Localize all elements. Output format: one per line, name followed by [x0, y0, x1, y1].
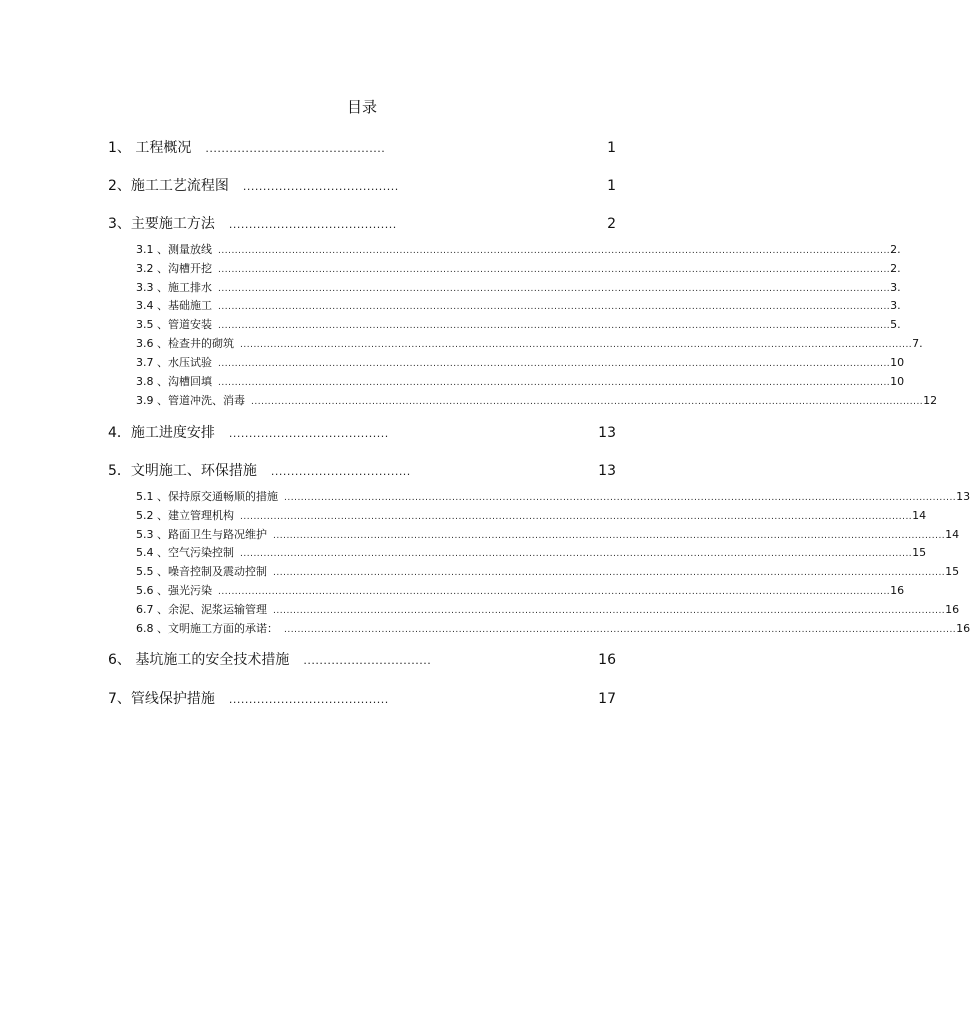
toc-page-number: 1 — [607, 140, 616, 156]
toc-entry-label: 5.6 、强光污染 — [136, 584, 212, 597]
toc-entry — [108, 650, 616, 671]
toc-leader-dots: ........................................................................................................................................................................................................ — [251, 397, 924, 407]
toc-subentry — [136, 564, 960, 581]
toc-entry-label: 3.3 、施工排水 — [136, 281, 212, 294]
toc-page-number: 2. — [890, 243, 901, 256]
toc-subentry — [136, 317, 901, 334]
toc-subentry — [136, 489, 970, 506]
toc-page-number: 10 — [890, 375, 905, 388]
toc-entry — [108, 214, 616, 235]
toc-leader-dots: .......................................... — [228, 218, 397, 231]
toc-subentry — [136, 583, 905, 600]
toc-leader-dots: ........................................................................................................................................................................................................ — [218, 359, 891, 369]
toc-subentry — [136, 508, 927, 525]
toc-leader-dots: ........................................................................................................................................................................................................ — [218, 265, 891, 275]
toc-page-number: 2 — [607, 216, 616, 232]
toc-page-number: 15 — [945, 565, 960, 578]
toc-page-number: 17 — [598, 691, 616, 707]
toc-page-number: 14 — [945, 528, 960, 541]
toc-entry-label: 4．施工进度安排 — [108, 425, 215, 441]
toc-entry-label: 6.7 、余泥、泥浆运输管理 — [136, 603, 267, 616]
toc-subentry — [136, 602, 960, 619]
toc-entry-label: 3、主要施工方法 — [108, 216, 215, 232]
toc-entry — [108, 176, 616, 197]
toc-page-number: 13 — [956, 490, 970, 503]
toc-page-number: 13 — [598, 425, 616, 441]
toc-leader-dots: ........................................................................................................................................................................................................ — [273, 568, 946, 578]
toc-subentry — [136, 621, 970, 638]
toc-leader-dots: ........................................ — [228, 427, 389, 440]
toc-leader-dots: ........................................................................................................................................................................................................ — [218, 302, 891, 312]
toc-page-number: 13 — [598, 463, 616, 479]
toc-page-number: 3. — [890, 299, 901, 312]
toc-entry-label: 5.2 、建立管理机构 — [136, 509, 234, 522]
toc-entry-label: 7、管线保护措施 — [108, 691, 215, 707]
toc-page-number: 16 — [890, 584, 905, 597]
toc-entry — [108, 461, 616, 482]
toc-entry-label: 5.5 、噪音控制及震动控制 — [136, 565, 267, 578]
toc-entry-label: 3.9 、管道冲洗、消毒 — [136, 394, 245, 407]
toc-subentry — [136, 393, 938, 410]
toc-entry-label: 3.6 、检查井的砌筑 — [136, 337, 234, 350]
toc-subentry — [136, 242, 901, 259]
toc-title: 目录 — [346, 98, 377, 116]
toc-entry-label: 3.5 、管道安装 — [136, 318, 212, 331]
toc-entry-label: 3.1 、测量放线 — [136, 243, 212, 256]
toc-entry-label: 3.4 、基础施工 — [136, 299, 212, 312]
toc-page-number: 7. — [912, 337, 923, 350]
toc-entry — [108, 689, 616, 710]
toc-leader-dots: ........................................................................................................................................................................................................ — [284, 625, 957, 635]
toc-page-number: 16 — [598, 652, 616, 668]
toc-leader-dots: ........................................ — [228, 693, 389, 706]
toc-page-number: 2. — [890, 262, 901, 275]
toc-leader-dots: ........................................................................................................................................................................................................ — [240, 549, 913, 559]
toc-subentry — [136, 261, 901, 278]
toc-entry-label: 6、 基坑施工的安全技术措施 — [108, 652, 290, 668]
toc-leader-dots: ........................................................................................................................................................................................................ — [218, 321, 891, 331]
toc-leader-dots: ........................................................................................................................................................................................................ — [273, 531, 946, 541]
toc-page-number: 3. — [890, 281, 901, 294]
toc-page-number: 12 — [923, 394, 938, 407]
toc-leader-dots: ................................... — [270, 465, 411, 478]
toc-subentry — [136, 355, 905, 372]
toc-leader-dots: ........................................................................................................................................................................................................ — [218, 587, 891, 597]
toc-entry-label: 5.1 、保持原交通畅顺的措施 — [136, 490, 278, 503]
toc-leader-dots: ........................................................................................................................................................................................................ — [284, 493, 957, 503]
toc-leader-dots: ........................................................................................................................................................................................................ — [218, 246, 891, 256]
toc-page-number: 16 — [956, 622, 970, 635]
toc-entry-label: 5．文明施工、环保措施 — [108, 463, 257, 479]
toc-entry — [108, 423, 616, 444]
toc-page-number: 14 — [912, 509, 927, 522]
toc-entry — [108, 138, 616, 159]
toc-entry-label: 5.3 、路面卫生与路况维护 — [136, 528, 267, 541]
toc-entry-label: 2、施工工艺流程图 — [108, 178, 229, 194]
toc-page-number: 5. — [890, 318, 901, 331]
toc-leader-dots: ........................................................................................................................................................................................................ — [218, 378, 891, 388]
toc-entry-label: 3.8 、沟槽回填 — [136, 375, 212, 388]
toc-subentry — [136, 336, 923, 353]
toc-leader-dots: ........................................................................................................................................................................................................ — [218, 284, 891, 294]
toc-page-number: 16 — [945, 603, 960, 616]
toc-page-number: 1 — [607, 178, 616, 194]
toc-subentry — [136, 545, 927, 562]
toc-page-number: 10 — [890, 356, 905, 369]
toc-leader-dots: ........................................................................................................................................................................................................ — [240, 512, 913, 522]
toc-leader-dots: ....................................... — [242, 180, 399, 193]
toc-subentry — [136, 298, 901, 315]
toc-subentry — [136, 280, 901, 297]
toc-subentry — [136, 527, 960, 544]
toc-subentry — [136, 374, 905, 391]
toc-entry-label: 5.4 、空气污染控制 — [136, 546, 234, 559]
toc-entry-label: 6.8 、文明施工方面的承诺： — [136, 622, 278, 635]
toc-leader-dots: ................................ — [303, 654, 432, 667]
toc-entry-label: 3.7 、水压试验 — [136, 356, 212, 369]
toc-page-number: 15 — [912, 546, 927, 559]
toc-leader-dots: ............................................. — [205, 142, 386, 155]
toc-entry-label: 1、 工程概况 — [108, 140, 192, 156]
toc-leader-dots: ........................................................................................................................................................................................................ — [240, 340, 913, 350]
toc-leader-dots: ........................................................................................................................................................................................................ — [273, 606, 946, 616]
toc-entry-label: 3.2 、沟槽开挖 — [136, 262, 212, 275]
